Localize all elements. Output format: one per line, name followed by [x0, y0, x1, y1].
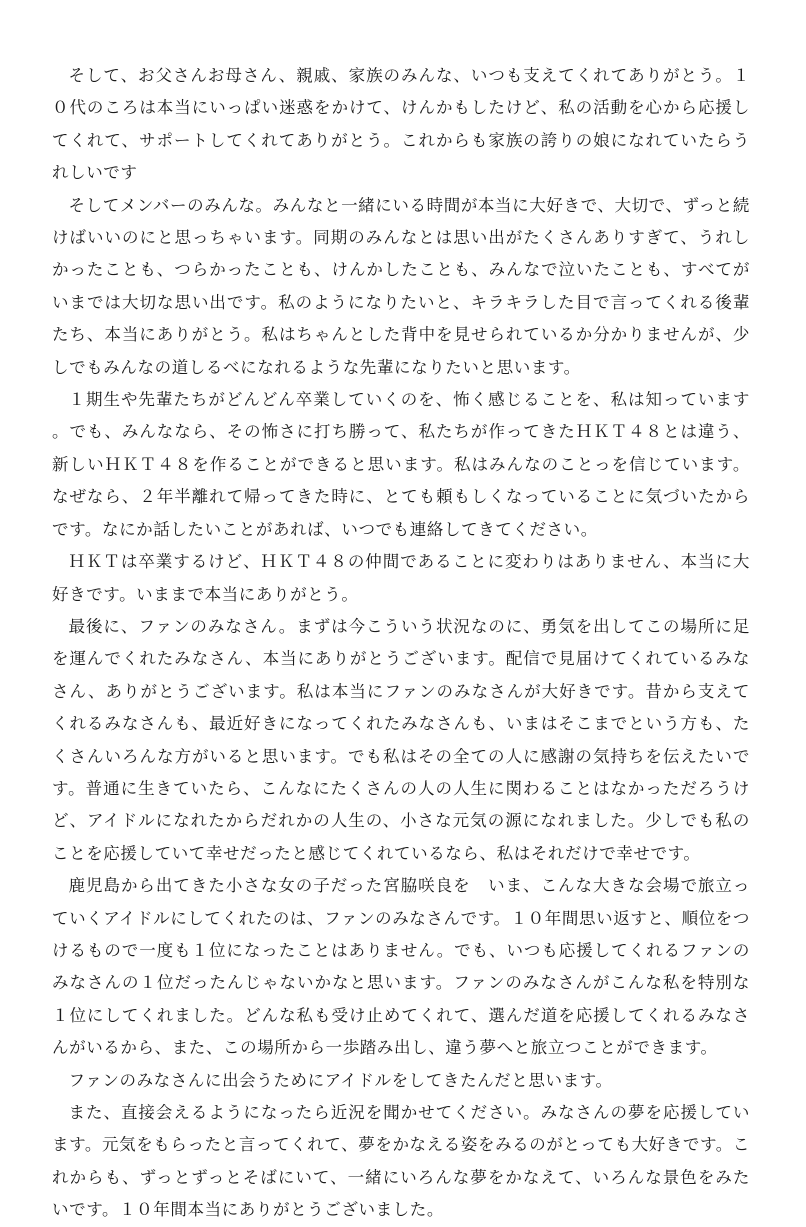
paragraph-hkt: ＨＫＴは卒業するけど、ＨＫＴ４８の仲間であることに変わりはありません、本当に大好きです。いままで本当にありがとう。	[52, 552, 750, 604]
paragraph-kagoshima: 鹿児島から出てきた小さな女の子だった宮脇咲良を いま、こんな大きな会場で旅立っていくアイドルにしてくれたのは、ファンのみなさんです。１０年間思い返すと、順位をつけるもので一度も１位になったことはありません。でも、いつも応援してくれるファンのみなさんの１位だったんじゃないかなと思います。ファンのみなさんがこんな私を特別な１位にしてくれました。どんな私も受け止めてくれて、選んだ道を応援してくれるみなさんがいるから、また、この場所から一歩踏み出し、違う夢へと旅立つことができます。	[52, 876, 750, 1058]
paragraph-family: そして、お父さんお母さん、親戚、家族のみんな、いつも支えてくれてありがとう。１０代のころは本当にいっぱい迷惑をかけて、けんかもしたけど、私の活動を心から応援してくれて、サポートしてくれてありがとう。これからも家族の誇りの娘になれていたらうれしいです	[52, 66, 750, 183]
paragraph-idol: ファンのみなさんに出会うためにアイドルをしてきたんだと思います。	[68, 1070, 613, 1090]
letter-body	[52, 60, 750, 1227]
paragraph-closing: また、直接会えるようになったら近況を聞かせてください。みなさんの夢を応援しています。元気をもらったと言ってくれて、夢をかなえる姿をみるのがとっても大好きです。これからも、ずっとずっとそばにいて、一緒にいろんな夢をかなえて、いろんな景色をみたいです。１０年間本当にありがとうございました。	[52, 1103, 750, 1220]
paragraph-juniors: １期生や先輩たちがどんどん卒業していくのを、怖く感じることを、私は知っています。でも、みんななら、その怖さに打ち勝って、私たちが作ってきたＨＫＴ４８とは違う、新しいＨＫＴ４８を作ることができると思います。私はみんなのことっを信じています。なぜなら、２年半離れて帰ってきた時に、とても頼もしくなっていることに気づいたからです。なにか話したいことがあれば、いつでも連絡してきてください。	[52, 390, 750, 539]
paragraph-members: そしてメンバーのみんな。みんなと一緒にいる時間が本当に大好きで、大切で、ずっと続けばいいのにと思っちゃいます。同期のみんなとは思い出がたくさんありすぎて、うれしかったことも、つらかったことも、けんかしたことも、みんなで泣いたことも、すべてがいまでは大切な思い出です。私のようになりたいと、キラキラした目で言ってくれる後輩たち、本当にありがとう。私はちゃんとした背中を見せられているか分かりませんが、少しでもみんなの道しるべになれるような先輩になりたいと思います。	[52, 195, 750, 377]
paragraph-fans: 最後に、ファンのみなさん。まずは今こういう状況なのに、勇気を出してこの場所に足を運んでくれたみなさん、本当にありがとうございます。配信で見届けてくれているみなさん、ありがとうございます。私は本当にファンのみなさんが大好きです。昔から支えてくれるみなさんも、最近好きになってくれたみなさんも、いまはそこまでという方も、たくさんいろんな方がいると思います。でも私はその全ての人に感謝の気持ちを伝えたいです。普通に生きていたら、こんなにたくさんの人の人生に関わることはなかっただろうけど、アイドルになれたからだれかの人生の、小さな元気の源になれました。少しでも私のことを応援していて幸せだったと感じてくれているなら、私はそれだけで幸せです。	[52, 616, 750, 863]
